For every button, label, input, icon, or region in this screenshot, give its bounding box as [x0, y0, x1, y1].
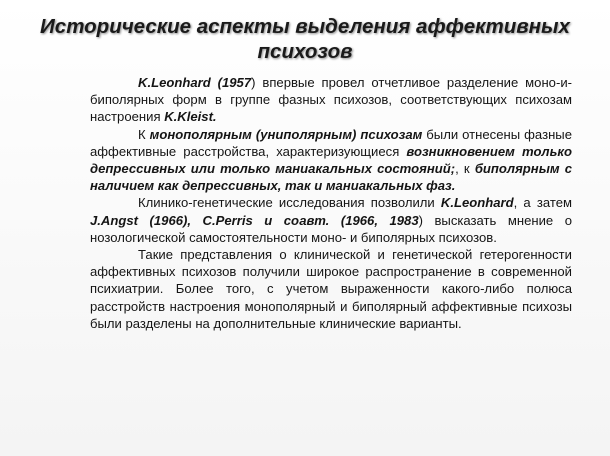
slide-body [90, 74, 572, 332]
paragraph-text: К [138, 126, 150, 142]
body-paragraph [90, 74, 572, 126]
paragraph-text: были отнесены фазные аффективные расстройства, характеризующиеся [90, 126, 572, 159]
emphasized-text: возникновением только депрессивных или только маниакальных состояний; [90, 143, 572, 177]
emphasized-text: J.Angst (1966), C.Perris и соавт. (1966, 1983 [90, 212, 419, 228]
body-paragraph [90, 246, 572, 332]
slide-title: Исторические аспекты выделения аффективных психозов [40, 15, 570, 63]
body-paragraph [90, 194, 572, 246]
emphasized-text: K.Kleist. [164, 109, 217, 125]
emphasized-text: биполярным с наличием как депрессивных, так и маниакальных фаз. [90, 161, 572, 194]
emphasized-text: монополярным (униполярным) психозам [149, 126, 423, 142]
paragraph-text: ) высказать мнение о нозологической самостоятельности моно- и биполярных психозов. [90, 212, 573, 245]
paragraph-text: Клинико-генетические исследования позволили [138, 195, 441, 211]
paragraph-text: , а затем [513, 195, 573, 211]
emphasized-text: K.Leonhard (1957 [138, 75, 252, 90]
paragraph-text: Такие представления о клинической и генетической гетерогенности аффективных психозов получили широкое распространение в современной психиатрии. Более того, с учетом выраженности какого-либо полюса расстройств настроения монополярный и биполярный аффективные психозы были разделены на дополнительные клинические варианты. [90, 247, 572, 331]
emphasized-text: K.Leonhard [440, 195, 514, 211]
paragraph-text: ) впервые провел отчетливое разделение моно-и-биполярных форм в группе фазных психозов, соответствующих психозам настроения [90, 75, 572, 125]
body-paragraph [90, 126, 572, 195]
paragraph-text: , к [455, 161, 475, 177]
